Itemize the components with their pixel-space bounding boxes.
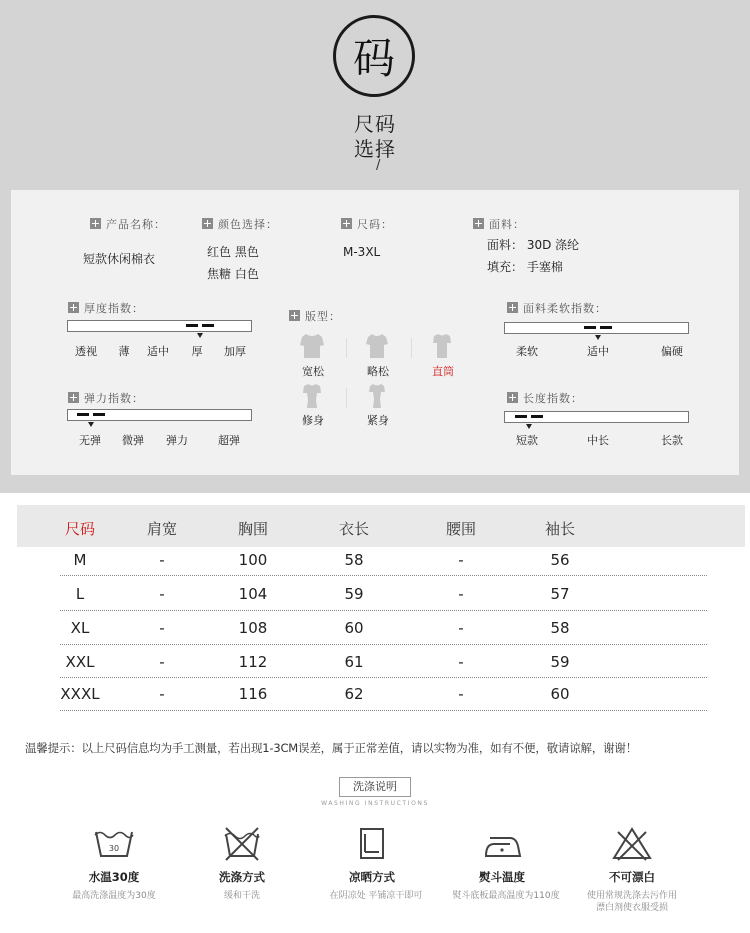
washing-subtitle: WASHING INSTRUCTIONS xyxy=(321,800,429,807)
size-cell: XL xyxy=(70,619,90,637)
length-pointer xyxy=(526,424,532,429)
logo-char: 码 xyxy=(352,34,395,83)
softness-option: 偏硬 xyxy=(661,345,683,358)
length-option: 短款 xyxy=(516,434,538,447)
color-line2: 焦糖 白色 xyxy=(207,267,259,281)
table-cell: 58 xyxy=(344,551,364,569)
row-divider xyxy=(60,710,707,711)
softness-label: 面料柔软指数： xyxy=(507,300,607,316)
table-cell: - xyxy=(159,653,165,671)
table-cell: - xyxy=(458,653,464,671)
elasticity-option: 弹力 xyxy=(166,434,188,447)
fit-option: 紧身 xyxy=(367,414,389,427)
row-divider xyxy=(60,610,707,611)
tight-shirt-icon xyxy=(364,383,390,409)
size-logo-circle xyxy=(333,15,415,97)
table-cell: 108 xyxy=(238,619,268,637)
care-title: 水温30度 xyxy=(88,870,140,884)
softness-option: 适中 xyxy=(587,345,609,358)
softness-pointer xyxy=(595,335,601,340)
care-desc: 在阴凉处 平铺凉干即可 xyxy=(329,891,423,901)
length-option: 长款 xyxy=(661,434,683,447)
relaxed-shirt-icon xyxy=(364,333,390,359)
elasticity-option: 超弹 xyxy=(218,434,240,447)
length-option: 中长 xyxy=(587,434,609,447)
fit-option: 修身 xyxy=(302,414,324,427)
plus-icon xyxy=(507,302,518,313)
fit-option: 宽松 xyxy=(302,365,324,378)
wash-30-icon xyxy=(92,826,136,862)
table-cell: 61 xyxy=(344,653,364,671)
header-sleeve: 袖长 xyxy=(544,520,576,538)
fabric-label: 面料： xyxy=(473,216,525,232)
care-title: 不可漂白 xyxy=(609,870,655,884)
plus-icon xyxy=(90,218,101,229)
plus-icon xyxy=(202,218,213,229)
header-shoulder: 肩宽 xyxy=(146,520,178,538)
softness-bar xyxy=(504,322,689,334)
straight-shirt-icon xyxy=(429,333,455,359)
care-desc: 缓和干洗 xyxy=(223,891,261,901)
measurement-tip: 温馨提示：以上尺码信息均为手工测量，若出现1-3CM误差，属于正常差值，请以实物为准，如有不便，敬请谅解，谢谢！ xyxy=(25,741,638,755)
plus-icon xyxy=(68,302,79,313)
table-cell: - xyxy=(159,585,165,603)
table-cell: - xyxy=(159,685,165,703)
size-cell: XXL xyxy=(65,653,95,671)
softness-marker xyxy=(584,326,612,329)
elasticity-option: 无弹 xyxy=(79,434,101,447)
title-line2: 选择 xyxy=(354,137,396,161)
plus-icon xyxy=(507,392,518,403)
table-cell: - xyxy=(458,585,464,603)
table-cell: 100 xyxy=(238,551,268,569)
washing-title: 洗涤说明 xyxy=(339,777,411,797)
size-value: M-3XL xyxy=(343,245,381,259)
softness-option: 柔软 xyxy=(516,345,538,358)
table-cell: - xyxy=(458,551,464,569)
size-label: 尺码： xyxy=(341,216,393,232)
elasticity-option: 微弹 xyxy=(122,434,144,447)
elasticity-label: 弹力指数： xyxy=(68,390,144,406)
length-marker xyxy=(515,415,543,418)
title-line1: 尺码 xyxy=(354,112,396,136)
care-title: 熨斗温度 xyxy=(479,870,525,884)
thickness-option: 适中 xyxy=(147,345,169,358)
color-line1: 红色 黑色 xyxy=(207,245,259,259)
plus-icon xyxy=(341,218,352,229)
care-desc: 使用常规洗涤去污作用 xyxy=(586,891,678,901)
size-table-header xyxy=(17,505,745,547)
svg-text:30: 30 xyxy=(108,844,120,853)
plus-icon xyxy=(68,392,79,403)
thickness-label: 厚度指数： xyxy=(68,300,144,316)
table-cell: - xyxy=(159,551,165,569)
title-slash: / xyxy=(376,158,381,173)
lower-section xyxy=(0,493,750,933)
row-divider xyxy=(60,677,707,678)
header-length: 衣长 xyxy=(338,520,370,538)
table-cell: 57 xyxy=(550,585,570,603)
care-title: 洗涤方式 xyxy=(219,870,265,884)
thickness-marker xyxy=(186,324,214,327)
product-name-label: 产品名称： xyxy=(90,216,166,232)
size-cell: M xyxy=(73,551,87,569)
no-wash-icon xyxy=(220,826,264,862)
table-cell: 59 xyxy=(344,585,364,603)
care-desc: 漂白剂使衣服受损 xyxy=(595,903,669,913)
plus-icon xyxy=(473,218,484,229)
length-bar xyxy=(504,411,689,423)
table-cell: - xyxy=(458,619,464,637)
table-cell: 112 xyxy=(238,653,268,671)
thickness-option: 透视 xyxy=(75,345,97,358)
header-size: 尺码 xyxy=(64,520,96,538)
row-divider xyxy=(60,575,707,576)
care-title: 凉晒方式 xyxy=(349,870,395,884)
table-cell: 58 xyxy=(550,619,570,637)
fit-option: 略松 xyxy=(367,365,389,378)
header-chest: 胸围 xyxy=(237,520,269,538)
elasticity-pointer xyxy=(88,422,94,427)
row-divider xyxy=(60,644,707,645)
thickness-option: 加厚 xyxy=(224,345,246,358)
care-desc: 最高洗涤温度为30度 xyxy=(72,891,156,901)
care-desc: 熨斗底板最高温度为110度 xyxy=(452,891,560,901)
fit-option-selected: 直筒 xyxy=(432,365,454,378)
table-cell: 116 xyxy=(238,685,268,703)
elasticity-bar xyxy=(67,409,252,421)
color-label: 颜色选择： xyxy=(202,216,278,232)
dry-flat-shade-icon xyxy=(350,826,394,862)
no-bleach-icon xyxy=(610,826,654,862)
thickness-bar xyxy=(67,320,252,332)
product-name-value: 短款休闲棉衣 xyxy=(83,252,156,266)
fit-divider xyxy=(411,338,412,358)
thickness-option: 薄 xyxy=(118,345,130,358)
elasticity-marker xyxy=(77,413,105,416)
table-cell: 104 xyxy=(238,585,268,603)
table-cell: 60 xyxy=(344,619,364,637)
size-cell: L xyxy=(75,585,85,603)
fabric-line1: 面料： 30D 涤纶 xyxy=(487,238,580,252)
table-cell: 60 xyxy=(550,685,570,703)
fabric-line2: 填充： 手塞棉 xyxy=(487,260,563,274)
table-cell: - xyxy=(159,619,165,637)
thickness-pointer xyxy=(197,333,203,338)
fit-label: 版型： xyxy=(289,308,341,324)
iron-icon xyxy=(480,826,524,862)
fit-divider xyxy=(346,338,347,358)
loose-shirt-icon xyxy=(299,333,325,359)
fit-divider xyxy=(346,388,347,408)
thickness-option: 厚 xyxy=(191,345,203,358)
slim-shirt-icon xyxy=(299,383,325,409)
table-cell: - xyxy=(458,685,464,703)
length-label: 长度指数： xyxy=(507,390,583,406)
table-cell: 56 xyxy=(550,551,570,569)
table-cell: 62 xyxy=(344,685,364,703)
plus-icon xyxy=(289,310,300,321)
table-cell: 59 xyxy=(550,653,570,671)
size-cell: XXXL xyxy=(60,685,100,703)
header-waist: 腰围 xyxy=(445,520,477,538)
